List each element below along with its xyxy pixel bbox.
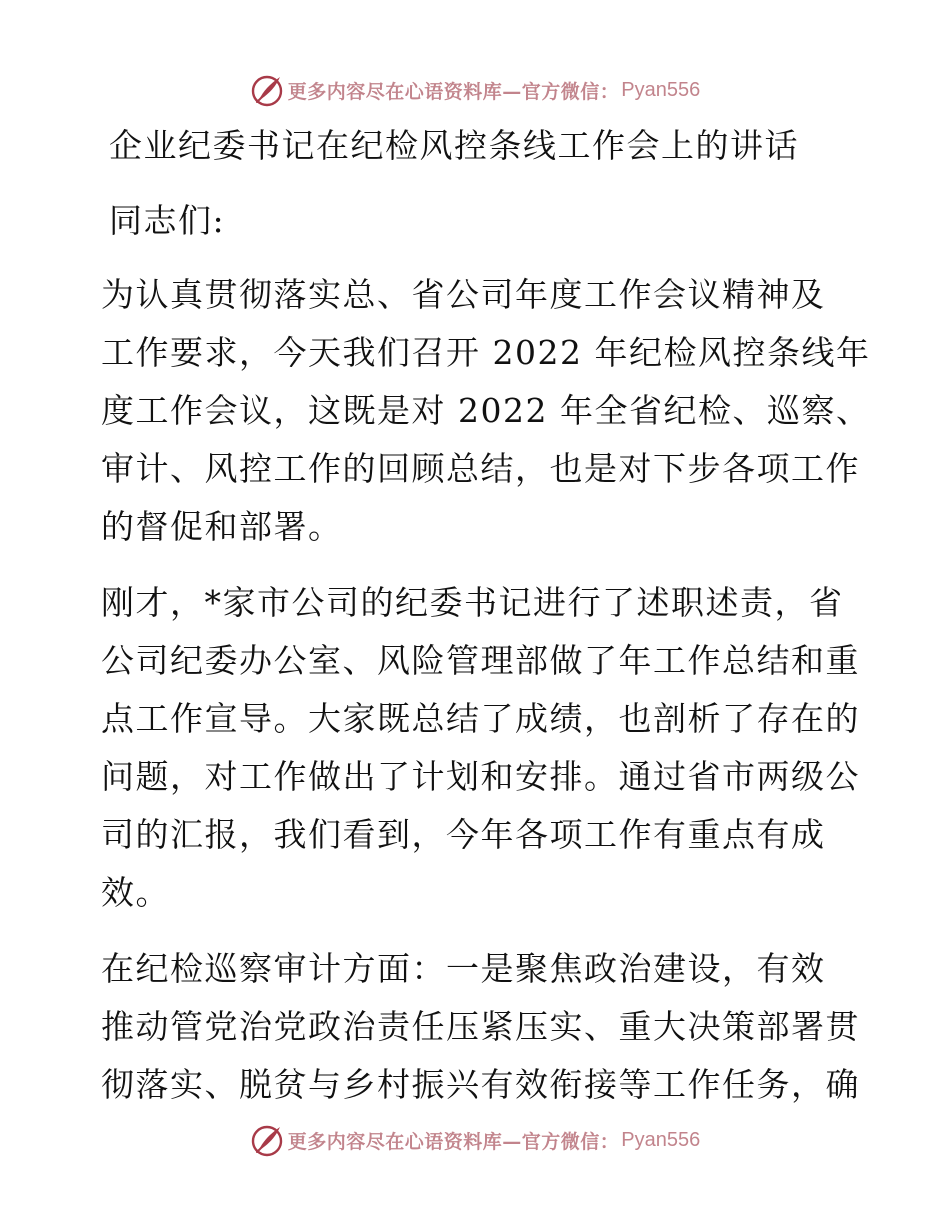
document-title: 企业纪委书记在纪检风控条线工作会上的讲话 <box>109 126 799 165</box>
feather-pen-logo-icon <box>250 73 284 107</box>
watermark-text: 更多内容尽在心语资料库—官方微信： <box>287 80 620 103</box>
watermark-text: 更多内容尽在心语资料库—官方微信： <box>287 1130 620 1153</box>
watermark-footer <box>0 1122 950 1158</box>
paragraph-line: 彻落实、脱贫与乡村振兴有效衔接等工作任务，确 <box>101 1065 860 1104</box>
paragraph-line: 点工作宣导。大家既总结了成绩，也剖析了存在的 <box>101 699 860 738</box>
paragraph-line: 刚才，*家市公司的纪委书记进行了述职述责，省 <box>101 583 844 622</box>
greeting: 同志们: <box>109 201 226 240</box>
paragraph-line: 工作要求，今天我们召开 2022 年纪检风控条线年 <box>101 333 871 372</box>
paragraph-line: 司的汇报，我们看到，今年各项工作有重点有成 <box>101 815 826 854</box>
paragraph-line: 效。 <box>101 873 170 912</box>
paragraph-line: 在纪检巡察审计方面：一是聚焦政治建设，有效 <box>101 949 826 988</box>
paragraph-line: 公司纪委办公室、风险管理部做了年工作总结和重 <box>101 641 860 680</box>
paragraph-line: 度工作会议，这既是对 2022 年全省纪检、巡察、 <box>101 391 871 430</box>
paragraph-line: 推动管党治党政治责任压紧压实、重大决策部署贯 <box>101 1007 860 1046</box>
paragraph-line: 审计、风控工作的回顾总结，也是对下步各项工作 <box>101 449 860 488</box>
watermark-header <box>0 72 950 108</box>
paragraph-line: 的督促和部署。 <box>101 507 343 546</box>
feather-pen-logo-icon <box>250 1123 284 1157</box>
paragraph-line: 为认真贯彻落实总、省公司年度工作会议精神及 <box>101 275 826 314</box>
paragraph-line: 问题，对工作做出了计划和安排。通过省市两级公 <box>101 757 860 796</box>
watermark-account: Pyan556 <box>621 1128 701 1151</box>
watermark-account: Pyan556 <box>621 78 701 101</box>
